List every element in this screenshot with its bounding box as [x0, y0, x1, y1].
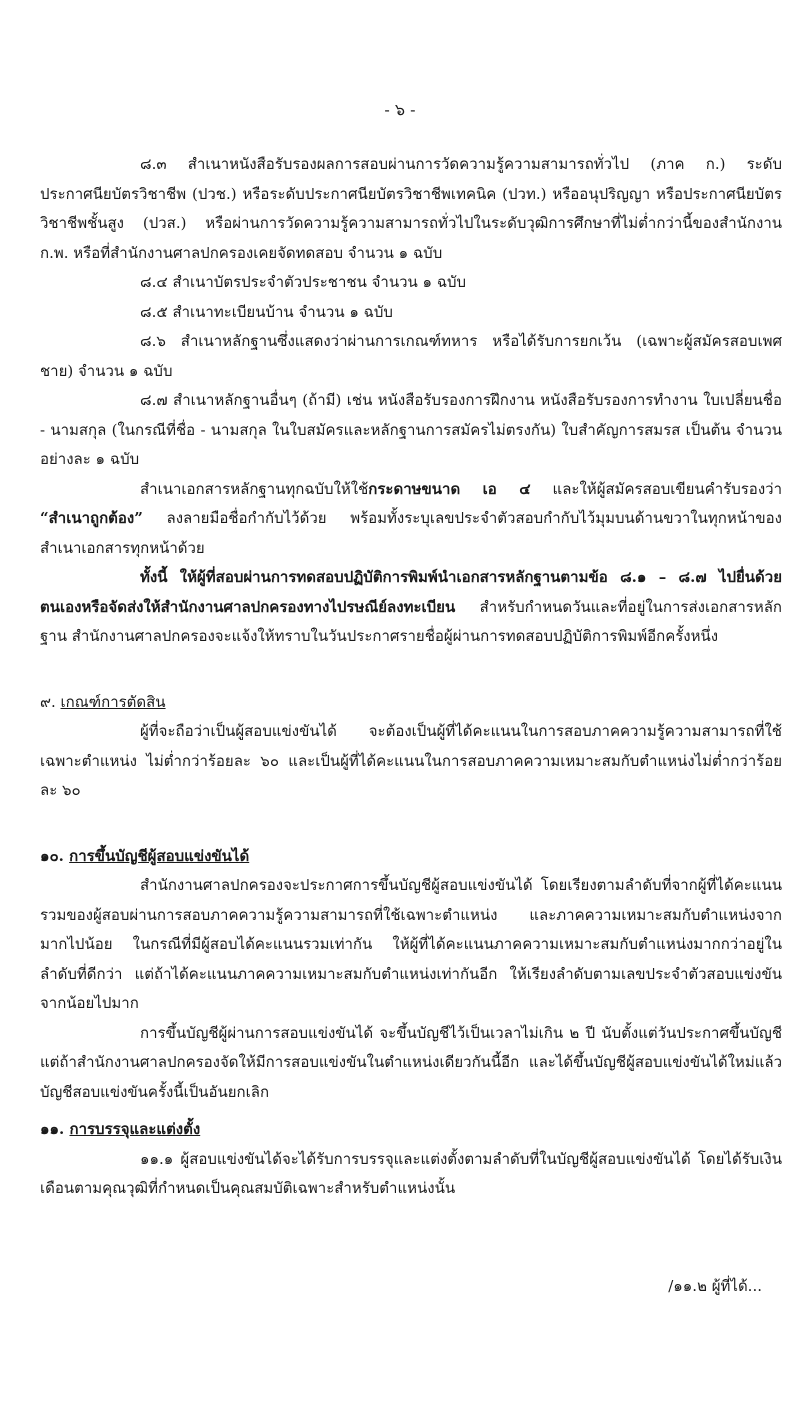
section-11-heading	[40, 1115, 782, 1145]
section-9-text: ผู้ที่จะถือว่าเป็นผู้สอบแข่งขันได้ จะต้องเป็นผู้ที่ได้คะแนนในการสอบภาคความรู้ความสามารถที่ใช้เฉพาะตำแหน่ง ไม่ต่ำกว่าร้อยละ ๖๐ และเป็นผู้ที่ได้คะแนนในการสอบภาคความเหมาะสมกับตำแหน่งไม่ต่ำกว่าร้อยละ ๖๐	[40, 722, 782, 799]
copy-text-e: ลงลายมือชื่อกำกับไว้ด้วย พร้อมทั้งระบุเลขประจำตัวสอบกำกับไว้มุมบนด้านขวาในทุกหน้าของสำเนาเอกสารทุกหน้าด้วย	[40, 509, 782, 557]
submission-emphasis: ทั้งนี้ ให้ผู้ที่สอบผ่านการทดสอบปฏิบัติการพิมพ์นำเอกสารหลักฐานตามข้อ ๘.๑ – ๘.๗ ไปยื่นด้วยตนเองหรือจัดส่งให้สำนักงานศาลปกครองทางไปรษณีย์ลงทะเบียน	[40, 568, 782, 616]
section-11-title: การบรรจุและแต่งตั้ง	[69, 1120, 201, 1138]
item-8-7: ๘.๗ สำเนาหลักฐานอื่นๆ (ถ้ามี) เช่น หนังสือรับรองการฝึกงาน หนังสือรับรองการทำงาน ใบเปลี่ยนชื่อ - นามสกุล (ในกรณีที่ชื่อ - นามสกุล ในใบสมัครและหลักฐานการสมัครไม่ตรงกัน) ใบสำคัญการสมรส เป็นต้น จำนวนอย่างละ ๑ ฉบับ	[40, 391, 782, 468]
copy-text-a: สำเนาเอกสารหลักฐานทุกฉบับให้ใช้	[140, 479, 369, 498]
section-9-heading	[40, 688, 782, 718]
certified-copy-emphasis: “สำเนาถูกต้อง”	[40, 509, 143, 527]
section-10-text-2: การขึ้นบัญชีผู้ผ่านการสอบแข่งขันได้ จะขึ้นบัญชีไว้เป็นเวลาไม่เกิน ๒ ปี นับตั้งแต่วันประกาศขึ้นบัญชี แต่ถ้าสำนักงานศาลปกครองจัดให้มีการสอบแข่งขันในตำแหน่งเดียวกันนี้อีก และได้ขึ้นบัญชีผู้สอบแข่งขันได้ใหม่แล้ว บัญชีสอบแข่งขันครั้งนี้เป็นอันยกเลิก	[40, 1023, 782, 1101]
section-10-heading	[40, 842, 782, 872]
paper-size-emphasis: กระดาษขนาด เอ ๔	[368, 479, 531, 498]
item-8-4: ๘.๔ สำเนาบัตรประจำตัวประชาชน จำนวน ๑ ฉบับ	[140, 273, 467, 291]
section-10-text-1: สำนักงานศาลปกครองจะประกาศการขึ้นบัญชีผู้สอบแข่งขันได้ โดยเรียงตามลำดับที่จากผู้ที่ได้คะแนนรวมของผู้สอบผ่านการสอบภาคความรู้ความสามารถที่ใช้เฉพาะตำแหน่ง และภาคความเหมาะสมกับตำแหน่งจากมากไปน้อย ในกรณีที่มีผู้สอบได้คะแนนรวมเท่ากัน ให้ผู้ที่ได้คะแนนภาคความเหมาะสมกับตำแหน่งมากกว่าอยู่ในลำดับที่ดีกว่า แต่ถ้าได้คะแนนภาคความเหมาะสมกับตำแหน่งเท่ากันอีก ให้เรียงลำดับตามเลขประจำตัวสอบแข่งขันจากน้อยไปมาก	[40, 876, 782, 1012]
section-9-title: เกณฑ์การตัดสิน	[60, 692, 166, 711]
item-8-6: ๘.๖ สำเนาหลักฐานซึ่งแสดงว่าผ่านการเกณฑ์ทหาร หรือได้รับการยกเว้น (เฉพาะผู้สมัครสอบเพศชาย) จำนวน ๑ ฉบับ	[40, 332, 782, 380]
submission-instructions	[40, 563, 782, 652]
page-number: - ๖ -	[384, 100, 416, 119]
section-11-number: ๑๑.	[40, 1120, 70, 1138]
section-9-number: ๙.	[40, 692, 61, 711]
section-11-text: ๑๑.๑ ผู้สอบแข่งขันได้จะได้รับการบรรจุและแต่งตั้งตามลำดับที่ในบัญชีผู้สอบแข่งขันได้ โดยได้รับเงินเดือนตามคุณวุฒิที่กำหนดเป็นคุณสมบัติเฉพาะสำหรับตำแหน่งนั้น	[40, 1149, 782, 1197]
copy-text-c: และให้ผู้สมัครสอบเขียนคำรับรองว่า	[530, 479, 782, 498]
submission-text: สำหรับกำหนดวันและที่อยู่ในการส่งเอกสารหลักฐาน สำนักงานศาลปกครองจะแจ้งให้ทราบในวันประกาศรายชื่อผู้ผ่านการทดสอบปฏิบัติการพิมพ์อีกครั้งหนึ่ง	[40, 597, 782, 645]
continuation-marker: /๑๑.๒ ผู้ที่ได้...	[668, 1277, 762, 1295]
copy-instructions	[40, 475, 782, 564]
section-10-number: ๑๐.	[40, 846, 70, 865]
item-8-3: ๘.๓ สำเนาหนังสือรับรองผลการสอบผ่านการวัดความรู้ความสามารถทั่วไป (ภาค ก.) ระดับประกาศนียบัตรวิชาชีพ (ปวช.) หรือระดับประกาศนียบัตรวิชาชีพเทคนิค (ปวท.) หรืออนุปริญญา หรือประกาศนียบัตรวิชาชีพชั้นสูง (ปวส.) หรือผ่านการวัดความรู้ความสามารถทั่วไปในระดับวุฒิการศึกษาที่ไม่ต่ำกว่านี้ของสำนักงาน ก.พ. หรือที่สำนักงานศาลปกครองเคยจัดทดสอบ จำนวน ๑ ฉบับ	[40, 155, 782, 262]
item-8-5: ๘.๕ สำเนาทะเบียนบ้าน จำนวน ๑ ฉบับ	[140, 302, 393, 321]
document-body	[40, 150, 782, 1204]
section-10-title: การขึ้นบัญชีผู้สอบแข่งขันได้	[69, 846, 250, 865]
